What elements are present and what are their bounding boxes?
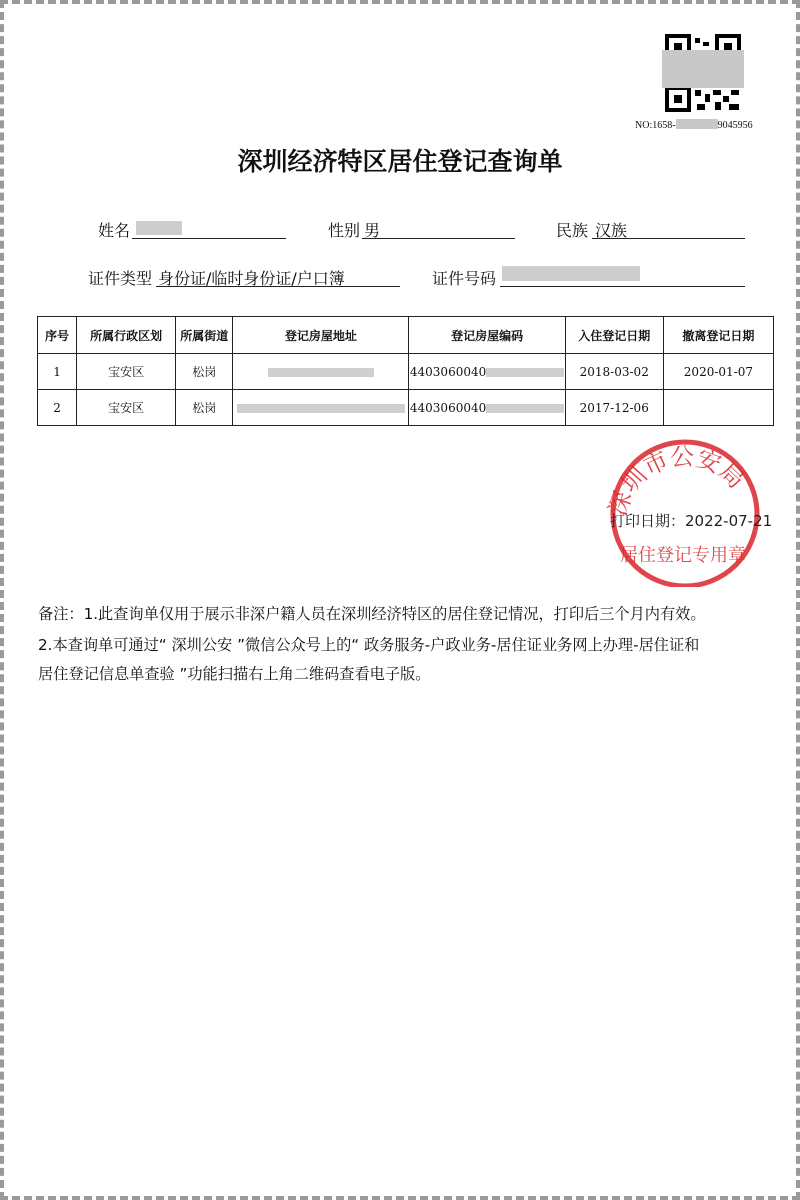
- checkin-cell: 2017-12-06: [565, 390, 663, 426]
- note-line-1: 备注：1.此查询单仅用于展示非深户籍人员在深圳经济特区的居住登记情况，打印后三个月内有效。: [38, 605, 706, 623]
- idtype-underline: [156, 286, 400, 287]
- column-header: 撤离登记日期: [663, 317, 773, 354]
- column-header: 序号: [38, 317, 77, 354]
- column-header: 登记房屋编码: [409, 317, 565, 354]
- idtype-label: 证件类型: [88, 269, 153, 288]
- svg-text:居住登记专用章: 居住登记专用章: [620, 545, 746, 566]
- seq-cell: 2: [38, 390, 77, 426]
- name-underline: [132, 238, 286, 239]
- column-header: 所属街道: [176, 317, 233, 354]
- code-cell: 4403060040: [409, 390, 565, 426]
- seq-cell: 1: [38, 354, 77, 390]
- page-title: 深圳经济特区居住登记查询单: [237, 147, 563, 176]
- address-redaction: [237, 404, 405, 413]
- column-header: 登记房屋地址: [233, 317, 409, 354]
- table-header-row: [38, 317, 774, 354]
- district-cell: 宝安区: [77, 354, 176, 390]
- street-cell: 松岗: [176, 354, 233, 390]
- address-redaction: [268, 368, 374, 377]
- gender-underline: [362, 238, 515, 239]
- checkin-cell: 2018-03-02: [565, 354, 663, 390]
- column-header: 所属行政区划: [77, 317, 176, 354]
- street-cell: 松岗: [176, 390, 233, 426]
- notes-section: [38, 600, 773, 689]
- qr-redaction: [662, 50, 744, 88]
- idnum-underline: [500, 286, 745, 287]
- idnum-redaction: [502, 266, 640, 281]
- checkout-cell: 2020-01-07: [663, 354, 773, 390]
- name-redaction: [136, 221, 182, 235]
- note-line-3: 居住登记信息单查验 ”功能扫描右上角二维码查看电子版。: [38, 665, 431, 683]
- code-redaction: [486, 368, 564, 377]
- idnum-label: 证件号码: [432, 269, 497, 288]
- checkout-cell: [663, 390, 773, 426]
- table-row: [38, 390, 774, 426]
- print-date: 打印日期：2022-07-21: [610, 512, 773, 530]
- address-cell: [233, 390, 409, 426]
- idtype-value: 身份证/临时身份证/户口簿: [158, 269, 345, 288]
- ethnicity-label: 民族: [556, 221, 589, 240]
- district-cell: 宝安区: [77, 390, 176, 426]
- registration-table: [37, 316, 774, 426]
- gender-label: 性别: [328, 221, 361, 240]
- address-cell: [233, 354, 409, 390]
- table-row: [38, 354, 774, 390]
- code-cell: 4403060040: [409, 354, 565, 390]
- ethnicity-value: 汉族: [595, 221, 628, 240]
- name-label: 姓名: [98, 221, 131, 240]
- note-line-2: 2.本查询单可通过“ 深圳公安 ”微信公众号上的“ 政务服务-户政业务-居住证业务网上办理-居住证和: [38, 636, 700, 654]
- column-header: 入住登记日期: [565, 317, 663, 354]
- gender-value: 男: [364, 221, 381, 240]
- document-number: NO:1658- 9045956: [635, 120, 753, 131]
- svg-text:深圳市公安局: 深圳市公安局: [603, 442, 751, 520]
- code-redaction: [486, 404, 564, 413]
- ethnicity-underline: [592, 238, 745, 239]
